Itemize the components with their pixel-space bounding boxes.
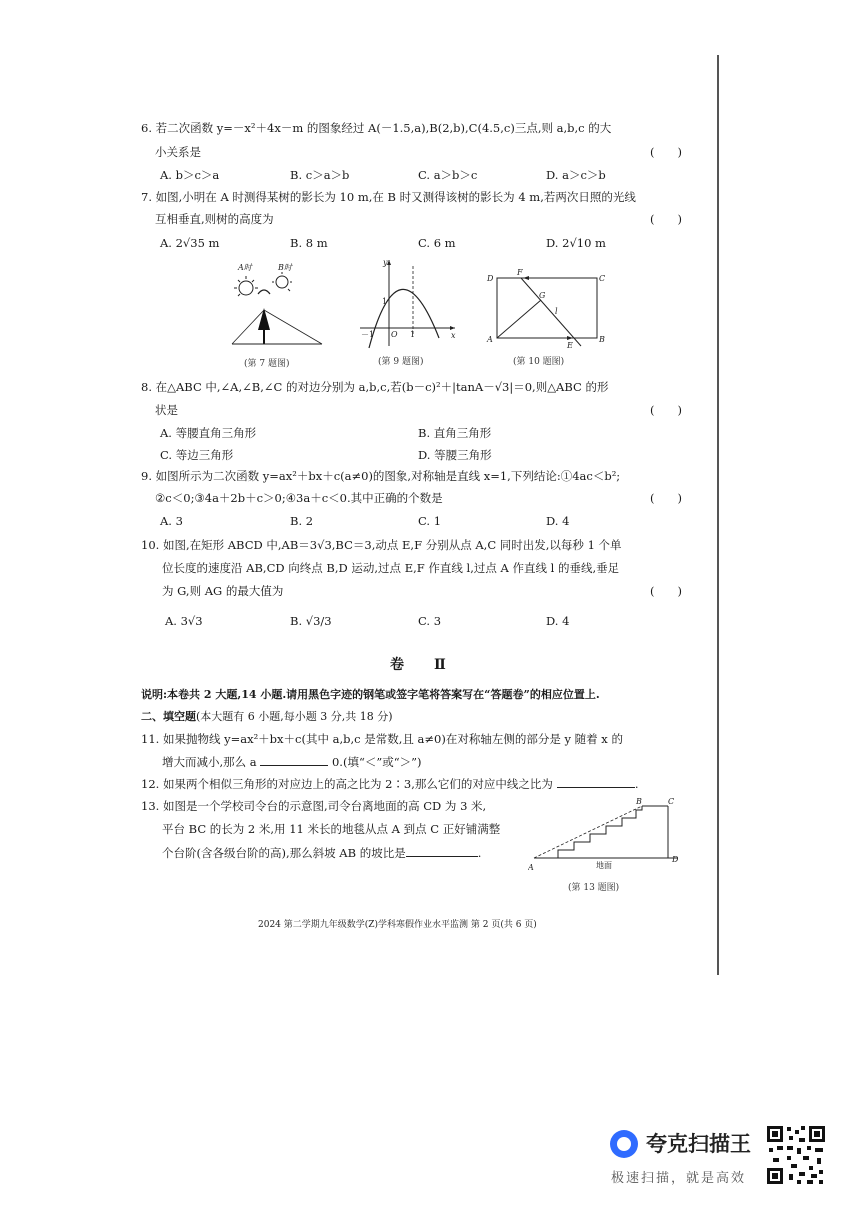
fig7-label-b: B时: [278, 263, 292, 272]
q9-option-a: A. 3: [160, 514, 183, 528]
q6-line1: 6. 若二次函数 y=－x²＋4x－m 的图象经过 A(－1.5,a),B(2,b),C(4.5,c)三点,则 a,b,c 的大: [141, 121, 612, 135]
q8-option-a: A. 等腰直角三角形: [160, 426, 257, 440]
q13-text: 个台阶(含各级台阶的高),那么斜坡 AB 的坡比是: [162, 846, 406, 860]
fig13-D: D: [672, 855, 679, 864]
q10-option-a: A. 3√3: [165, 614, 203, 628]
fig9-origin: O: [391, 330, 398, 339]
fig13-caption: (第 13 题图): [568, 883, 620, 893]
fig10-B: B: [599, 335, 605, 344]
fig10-D: D: [487, 274, 494, 283]
fig9-caption: (第 9 题图): [378, 357, 424, 367]
fig10-C: C: [599, 274, 606, 283]
q10-paren: ( ): [650, 584, 682, 598]
q9-option-d: D. 4: [546, 514, 570, 528]
q8-paren: ( ): [650, 403, 682, 417]
part-detail: (本大题有 6 小题,每小题 3 分,共 18 分): [196, 710, 393, 723]
fig10-A: A: [487, 335, 493, 344]
q7-paren: ( ): [650, 212, 682, 226]
fig10-E: E: [567, 341, 573, 350]
figure-10-rectangle: [485, 268, 610, 350]
q10-line3: 为 G,则 AG 的最大值为: [162, 584, 284, 598]
fig9-one-x: 1: [410, 330, 416, 339]
figure-13-stairs: [528, 796, 688, 878]
q7-option-b: B. 8 m: [290, 236, 328, 250]
q6-option-b: B. c＞a＞b: [290, 168, 350, 182]
scanner-logo-icon: [610, 1130, 638, 1158]
q10-line1: 10. 如图,在矩形 ABCD 中,AB＝3√3,BC＝3,动点 E,F 分别从点 A,C 同时出发,以每秒 1 个单: [141, 538, 622, 552]
q11-line2a: 增大而减小,那么 a: [162, 755, 257, 769]
fig9-x: x: [451, 331, 456, 340]
fig13-ground: 地面: [596, 861, 612, 870]
q12-line1: 12. 如果两个相似三角形的对应边上的高之比为 2∶3,那么它们的对应中线之比为 .: [141, 777, 639, 791]
q6-option-a: A. b＞c＞a: [160, 168, 220, 182]
q6-option-c: C. a＞b＞c: [418, 168, 478, 182]
part-title: 二、填空题: [141, 710, 196, 723]
q9-paren: ( ): [650, 491, 682, 505]
fig13-A: A: [528, 863, 534, 872]
q7-option-d: D. 2√10 m: [546, 236, 606, 250]
fig9-neg1: －1: [361, 330, 375, 339]
fig7-caption: (第 7 题图): [244, 359, 290, 369]
q10-option-d: D. 4: [546, 614, 570, 628]
fig13-C: C: [668, 797, 675, 806]
fig10-caption: (第 10 题图): [513, 357, 565, 367]
q9-line1: 9. 如图所示为二次函数 y=ax²＋bx＋c(a≠0)的图象,对称轴是直线 x=1,下列结论:①4ac＜b²;: [141, 469, 621, 483]
fig9-y: y: [383, 258, 388, 267]
fig10-l: l: [555, 307, 558, 316]
q11-answer-blank[interactable]: [260, 755, 328, 766]
q11-line1: 11. 如果抛物线 y=ax²＋bx＋c(其中 a,b,c 是常数,且 a≠0)在对称轴左侧的部分是 y 随着 x 的: [141, 732, 623, 746]
q13-answer-blank[interactable]: [406, 846, 478, 857]
q6-paren: ( ): [650, 145, 682, 159]
section-title: 卷 Ⅱ: [390, 657, 454, 673]
q13-line1: 13. 如图是一个学校司令台的示意图,司令台离地面的高 CD 为 3 米,: [141, 799, 487, 813]
fig13-B: B: [636, 797, 642, 806]
fig7-label-a: A时: [238, 263, 252, 272]
figure-7-tree-shadow: [228, 258, 328, 358]
fig10-G: G: [539, 291, 546, 300]
q13-line2: 平台 BC 的长为 2 米,用 11 米长的地毯从点 A 到点 C 正好铺满整: [162, 822, 501, 836]
q7-option-c: C. 6 m: [418, 236, 456, 250]
q7-option-a: A. 2√35 m: [160, 236, 220, 250]
q8-line2: 状是: [155, 403, 178, 417]
q13-line3: 个台阶(含各级台阶的高),那么斜坡 AB 的坡比是 .: [162, 846, 482, 860]
q10-line2: 位长度的速度沿 AB,CD 向终点 B,D 运动,过点 E,F 作直线 l,过点 A 作直线 l 的垂线,垂足: [162, 561, 620, 575]
q12-answer-blank[interactable]: [557, 777, 635, 788]
q6-option-d: D. a＞c＞b: [546, 168, 606, 182]
q7-line2: 互相垂直,则树的高度为: [155, 212, 274, 226]
q9-line2: ②c＜0;③4a＋2b＋c＞0;④3a＋c＜0.其中正确的个数是: [155, 491, 443, 505]
q8-option-b: B. 直角三角形: [418, 426, 492, 440]
q7-line1: 7. 如图,小明在 A 时测得某树的影长为 10 m,在 B 时又测得该树的影长为 4 m,若两次日照的光线: [141, 190, 636, 204]
q6-line2: 小关系是: [155, 145, 201, 159]
q9-option-c: C. 1: [418, 514, 442, 528]
q8-line1: 8. 在△ABC 中,∠A,∠B,∠C 的对边分别为 a,b,c,若(b－c)²＋|tanA－√3|＝0,则△ABC 的形: [141, 380, 609, 394]
q9-option-b: B. 2: [290, 514, 314, 528]
fig10-F: F: [517, 268, 523, 277]
page-footer: 2024 第二学期九年级数学(Z)学科寒假作业水平监测 第 2 页(共 6 页): [258, 920, 537, 930]
scanner-brand-name: 夸克扫描王: [646, 1132, 751, 1156]
q8-option-d: D. 等腰三角形: [418, 448, 492, 462]
qr-code-icon: [765, 1124, 827, 1186]
q11-line2: [162, 755, 421, 770]
scanner-slogan: 极速扫描，就是高效: [611, 1171, 747, 1186]
section-note: 说明:本卷共 2 大题,14 小题.请用黑色字迹的钢笔或签字笔将答案写在“答题卷”的相应位置上.: [141, 688, 600, 701]
q10-option-b: B. √3/3: [290, 614, 332, 628]
q12-text: 12. 如果两个相似三角形的对应边上的高之比为 2∶3,那么它们的对应中线之比为: [141, 777, 553, 791]
margin-line: [717, 55, 719, 975]
figure-9-parabola: [355, 256, 460, 351]
fig9-one-y: 1: [382, 297, 388, 306]
q8-option-c: C. 等边三角形: [160, 448, 234, 462]
q10-option-c: C. 3: [418, 614, 442, 628]
part-heading: [141, 710, 393, 723]
q11-line2b: 0.(填“＜”或“＞”): [331, 755, 422, 769]
